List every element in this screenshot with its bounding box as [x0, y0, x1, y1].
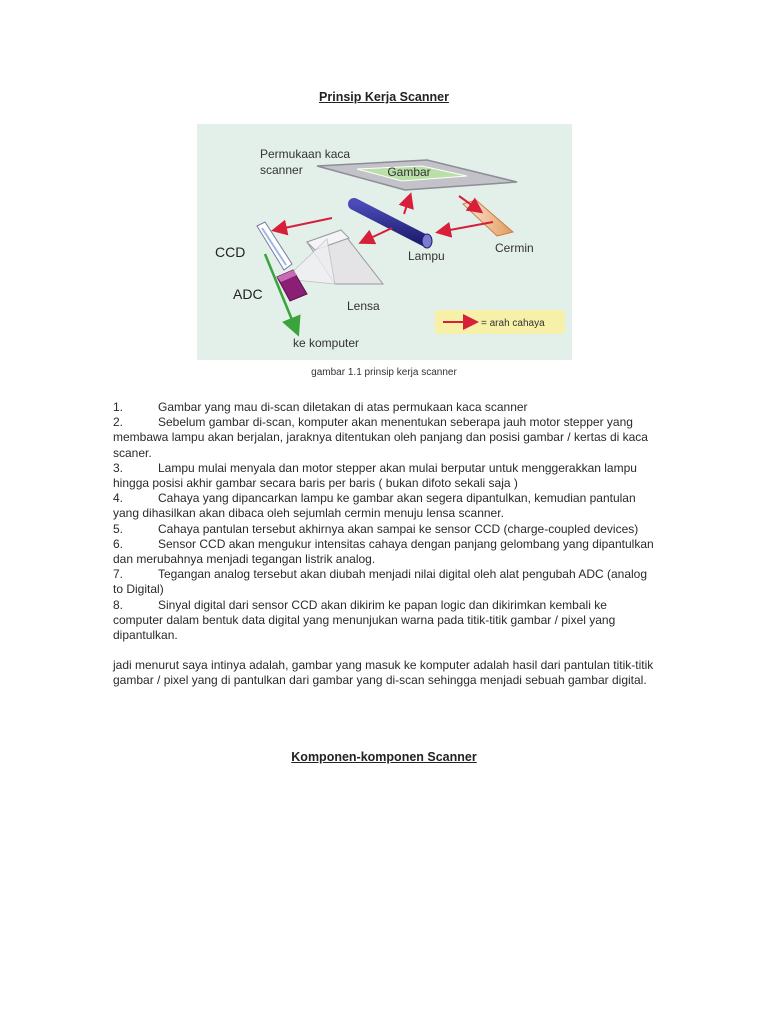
list-item [113, 415, 658, 461]
list-item-number: 6. [113, 536, 124, 551]
conclusion-paragraph: jadi menurut saya intinya adalah, gambar yang masuk ke komputer adalah hasil dari pantulan titik-titik gambar / pixel yang di pantulkan dari gambar yang di-scan sehingga menjadi sebuah gambar digital. [113, 658, 654, 688]
list-item-number: 3. [113, 460, 124, 475]
body-text [113, 400, 658, 689]
list-item-text: Sinyal digital dari sensor CCD akan dikirim ke papan logic dan dikirimkan kembali ke computer dalam bentuk data digital yang menunjukan warna pada titik-titik gambar / pixel yang dipantulkan. [113, 597, 616, 643]
list-item-number: 4. [113, 491, 124, 506]
legend-label: = arah cahaya [481, 318, 545, 329]
scanner-diagram-figure [197, 124, 572, 360]
list-item-text: Tegangan analog tersebut akan diubah menjadi nilai digital oleh alat pengubah ADC (analog to Digital) [113, 567, 648, 597]
steps-list [113, 400, 658, 643]
light-arrow-to-ccd [275, 218, 332, 230]
adc-label: ADC [233, 286, 263, 302]
list-item-text: Sensor CCD akan mengukur intensitas cahaya dengan panjang gelombang yang dipantulkan dan merubahnya menjadi tegangan listrik analog. [113, 536, 654, 567]
list-item-text: Lampu mulai menyala dan motor stepper akan mulai berputar untuk menggerakkan lampu hingga posisi akhir gambar secara baris per baris ( bukan difoto sekali saja ) [113, 460, 637, 491]
list-item [113, 567, 658, 597]
lensa-label: Lensa [347, 299, 380, 313]
list-item [113, 400, 658, 415]
glass-label-line1: Permukaan kaca [260, 147, 351, 161]
ccd-label: CCD [215, 244, 246, 260]
lamp [354, 204, 426, 241]
list-item-text: Cahaya pantulan tersebut akhirnya akan sampai ke sensor CCD (charge-coupled devices) [158, 521, 639, 536]
list-item-number: 8. [113, 597, 124, 612]
list-item-number: 1. [113, 400, 124, 414]
list-item-text: Sebelum gambar di-scan, komputer akan menentukan seberapa jauh motor stepper yang membawa lampu akan berjalan, jaraknya ditentukan oleh panjang dan posisi gambar / kertas di kaca scaner. [113, 415, 648, 460]
lampu-label: Lampu [408, 249, 445, 263]
section-title: Komponen-komponen Scanner [291, 750, 477, 764]
list-item-number: 2. [113, 415, 124, 430]
light-arrow-lamp-to-glass [404, 196, 410, 214]
list-item-number: 5. [113, 521, 124, 536]
light-arrow-mirror [439, 222, 493, 232]
cermin-label: Cermin [495, 241, 534, 255]
list-item [113, 491, 658, 521]
list-item-text: Cahaya yang dipancarkan lampu ke gambar akan segera dipantulkan, kemudian pantulan yang dihasilkan akan dibaca oleh sejumlah cermin menuju lensa scanner. [113, 491, 636, 521]
figure-caption: gambar 1.1 prinsip kerja scanner [311, 367, 457, 378]
list-item [113, 461, 658, 491]
list-item [113, 537, 658, 567]
gambar-label: Gambar [387, 165, 431, 179]
scanner-diagram [197, 124, 572, 360]
list-item [113, 522, 658, 537]
page-title: Prinsip Kerja Scanner [319, 90, 449, 104]
glass-label-line2: scanner [260, 163, 303, 177]
list-item-text: Gambar yang mau di-scan diletakan di atas permukaan kaca scanner [158, 400, 528, 414]
light-arrow-to-lens [362, 228, 392, 242]
list-item [113, 598, 658, 644]
komputer-label: ke komputer [293, 336, 360, 350]
list-item-number: 7. [113, 567, 124, 582]
